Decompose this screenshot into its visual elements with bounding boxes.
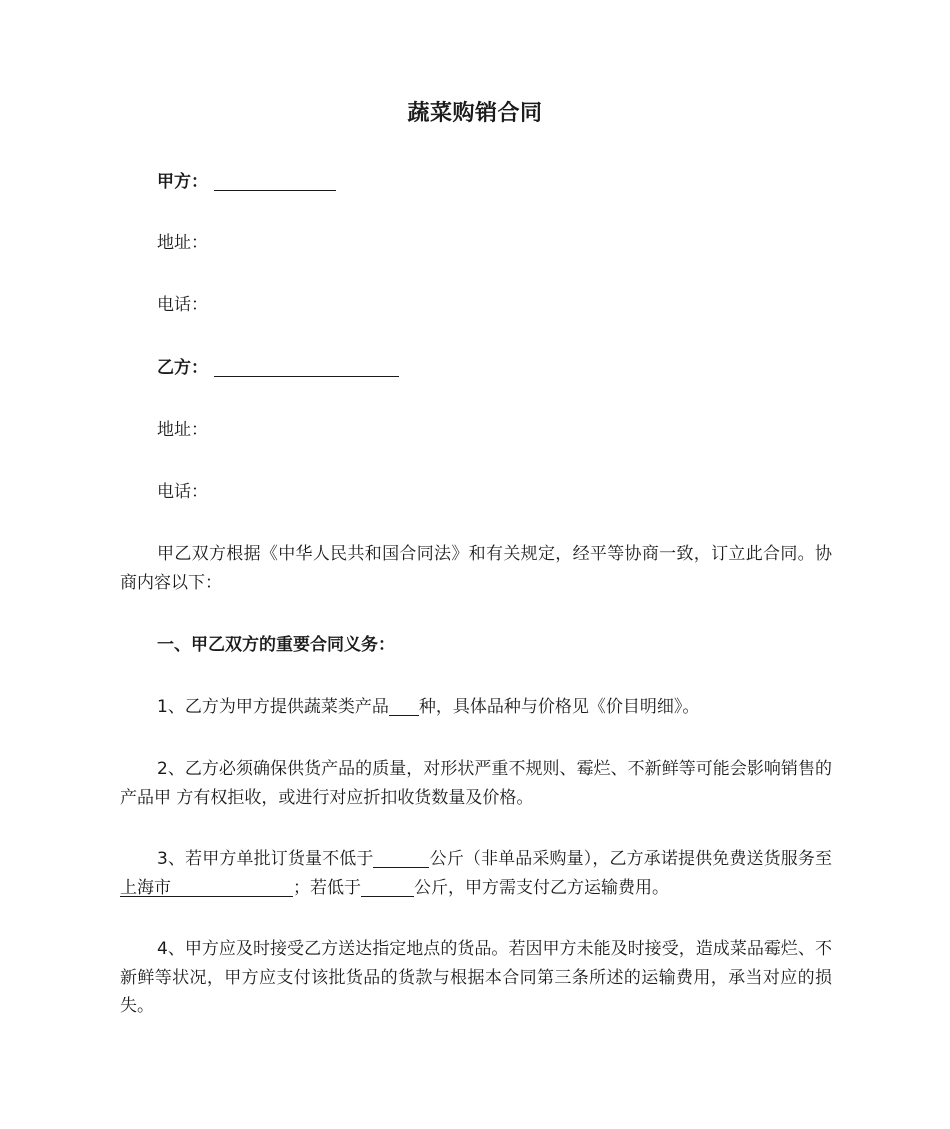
party-b-label: 乙方： [157,358,208,378]
section1-heading: 一、甲乙双方的重要合同义务： [157,635,395,655]
clause-3-location-text: 上海市 [120,877,171,898]
party-a-phone: 电话： [157,295,208,315]
clause-3-blank-1 [373,847,429,868]
clause-3-part3: ；若低于 [293,877,361,898]
clause-1-before: 1、乙方为甲方提供蔬菜类产品 [157,697,389,717]
clause-1-blank [389,695,419,716]
clause-3-location-blank [171,876,293,897]
party-a-blank [214,170,336,191]
clause-2: 2、乙方必须确保供货产品的质量，对形状严重不规则、霉烂、不新鲜等可能会影响销售的产品甲 方有权拒收，或进行对应折扣收货数量及价格。 [120,759,832,808]
clause-3-part1: 3、若甲方单批订货量不低于 [157,849,374,869]
clause-3-location [120,878,293,898]
clause-3-blank-2 [361,876,414,897]
party-a-line [157,168,336,196]
party-b-address: 地址： [157,420,208,440]
document-title: 蔬菜购销合同 [407,101,543,126]
party-a-label: 甲方： [157,172,208,192]
clause-3-part2: 公斤（非单品采购量），乙方承诺提供免费送货服务至 [429,849,832,869]
party-a-address: 地址： [157,233,208,253]
clause-1-after: 种，具体品种与价格见《价目明细》。 [418,697,700,717]
party-b-line [157,354,399,382]
clause-4: 4、甲方应及时接受乙方送达指定地点的货品。若因甲方未能及时接受，造成菜品霉烂、不新鲜等状况，甲方应支付该批货品的货款与根据本合同第三条所述的运输费用，承当对应的损失。 [120,939,832,1016]
clause-3-part4: 公斤，甲方需支付乙方运输费用。 [414,877,669,898]
intro-paragraph: 甲乙双方根据《中华人民共和国合同法》和有关规定，经平等协商一致，订立此合同。协商内容以下： [120,544,832,593]
clause-1 [120,693,832,722]
clause-3 [120,845,832,902]
party-b-phone: 电话： [157,482,208,502]
party-b-blank [214,356,399,377]
